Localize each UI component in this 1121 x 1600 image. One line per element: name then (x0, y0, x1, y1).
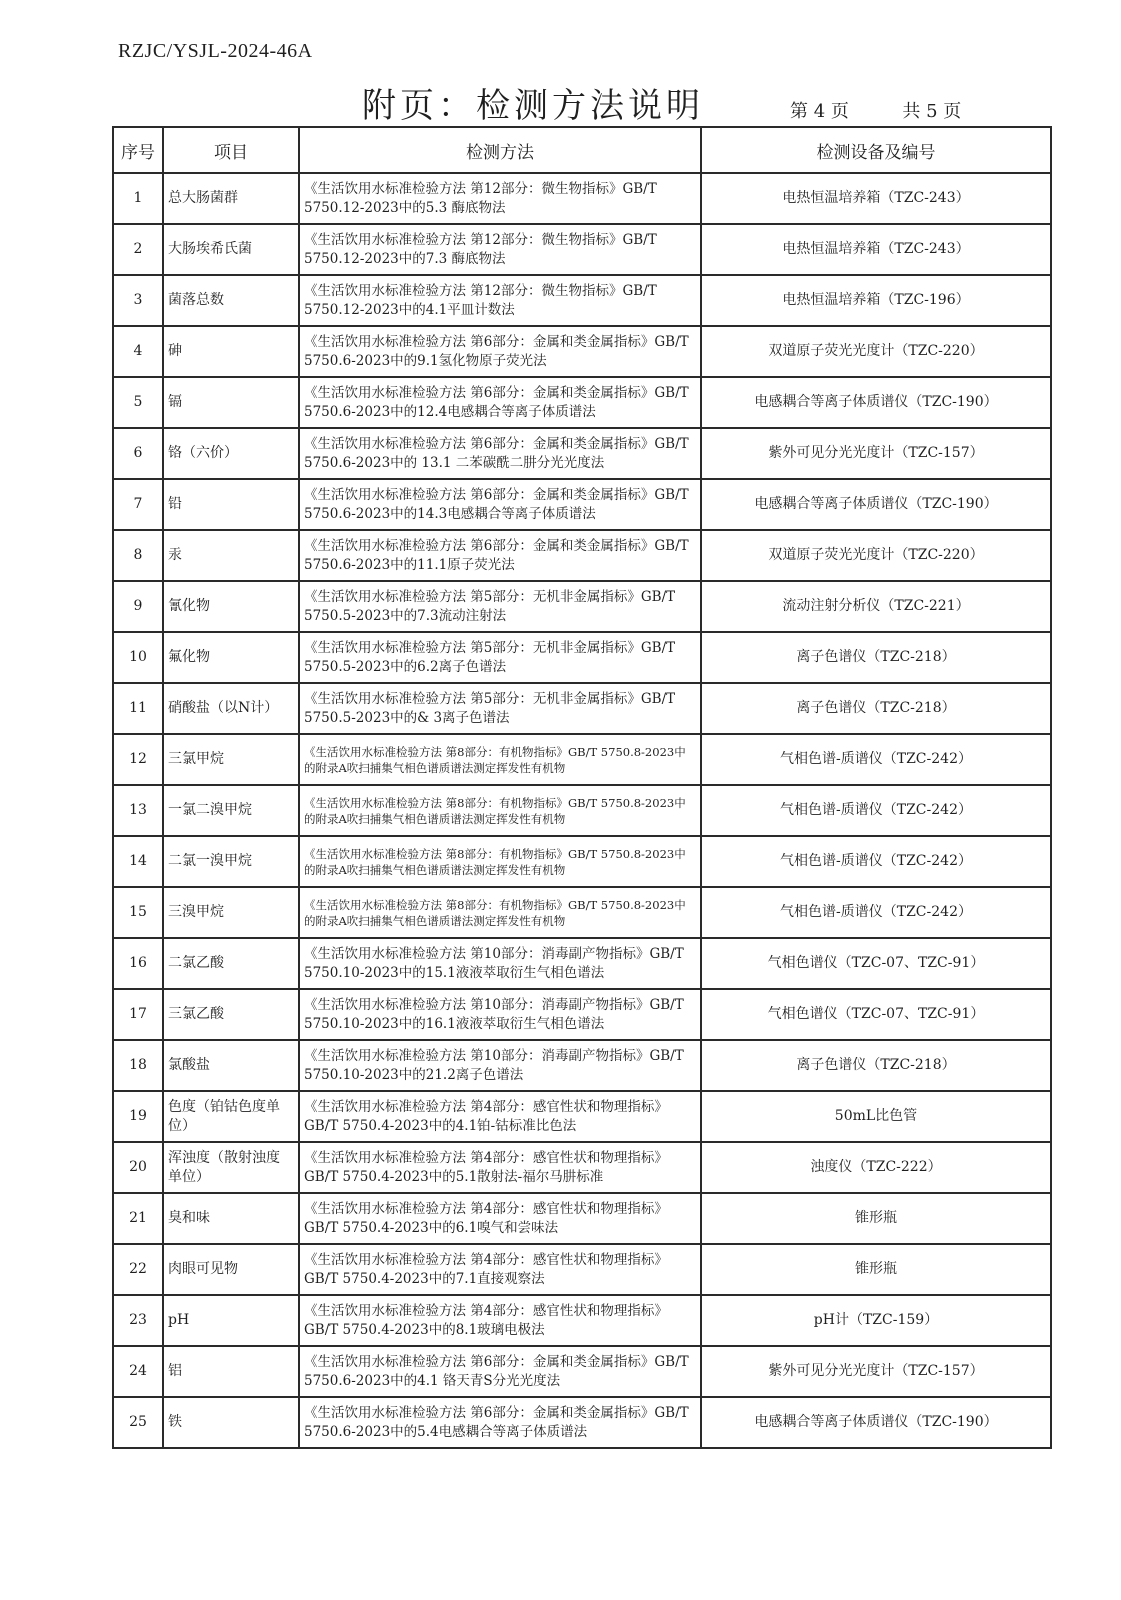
method-cell: 《生活饮用水标准检验方法 第6部分：金属和类金属指标》GB/T 5750.6-2023中的 13.1 二苯碳酰二肼分光光度法 (299, 428, 701, 479)
table-row (113, 1346, 1051, 1397)
row-number-cell: 16 (113, 938, 163, 989)
equipment-cell: 气相色谱-质谱仪（TZC-242） (701, 887, 1051, 938)
method-cell: 《生活饮用水标准检验方法 第4部分：感官性状和物理指标》GB/T 5750.4-2023中的5.1散射法-福尔马肼标准 (299, 1142, 701, 1193)
method-cell: 《生活饮用水标准检验方法 第12部分：微生物指标》GB/T 5750.12-2023中的7.3 酶底物法 (299, 224, 701, 275)
method-cell: 《生活饮用水标准检验方法 第4部分：感官性状和物理指标》GB/T 5750.4-2023中的7.1直接观察法 (299, 1244, 701, 1295)
row-number-cell: 4 (113, 326, 163, 377)
equipment-cell: 50mL比色管 (701, 1091, 1051, 1142)
table-row (113, 1193, 1051, 1244)
row-number-cell: 25 (113, 1397, 163, 1448)
method-cell: 《生活饮用水标准检验方法 第5部分：无机非金属指标》GB/T 5750.5-2023中的& 3离子色谱法 (299, 683, 701, 734)
table-row (113, 224, 1051, 275)
row-number-cell: 14 (113, 836, 163, 887)
item-cell: 镉 (163, 377, 299, 428)
equipment-cell: 气相色谱-质谱仪（TZC-242） (701, 785, 1051, 836)
table-row (113, 1142, 1051, 1193)
item-cell: 三氯甲烷 (163, 734, 299, 785)
table-row (113, 1397, 1051, 1448)
method-cell: 《生活饮用水标准检验方法 第12部分：微生物指标》GB/T 5750.12-2023中的4.1平皿计数法 (299, 275, 701, 326)
row-number-cell: 1 (113, 173, 163, 224)
method-cell: 《生活饮用水标准检验方法 第5部分：无机非金属指标》GB/T 5750.5-2023中的7.3流动注射法 (299, 581, 701, 632)
item-cell: 氯酸盐 (163, 1040, 299, 1091)
item-cell: 三氯乙酸 (163, 989, 299, 1040)
item-cell: pH (163, 1295, 299, 1346)
table-row (113, 1091, 1051, 1142)
row-number-cell: 22 (113, 1244, 163, 1295)
item-cell: 硝酸盐（以N计） (163, 683, 299, 734)
item-cell: 铅 (163, 479, 299, 530)
total-pages: 共 5 页 (902, 101, 962, 122)
row-number-cell: 15 (113, 887, 163, 938)
item-cell: 铁 (163, 1397, 299, 1448)
table-header-row (113, 127, 1051, 173)
equipment-cell: 离子色谱仪（TZC-218） (701, 632, 1051, 683)
equipment-cell: 离子色谱仪（TZC-218） (701, 1040, 1051, 1091)
item-cell: 二氯一溴甲烷 (163, 836, 299, 887)
method-cell: 《生活饮用水标准检验方法 第8部分：有机物指标》GB/T 5750.8-2023中的附录A吹扫捕集气相色谱质谱法测定挥发性有机物 (299, 785, 701, 836)
table-row (113, 479, 1051, 530)
equipment-cell: 锥形瓶 (701, 1193, 1051, 1244)
table-row (113, 683, 1051, 734)
method-cell: 《生活饮用水标准检验方法 第6部分：金属和类金属指标》GB/T 5750.6-2023中的12.4电感耦合等离子体质谱法 (299, 377, 701, 428)
table-row (113, 530, 1051, 581)
method-cell: 《生活饮用水标准检验方法 第8部分：有机物指标》GB/T 5750.8-2023中的附录A吹扫捕集气相色谱质谱法测定挥发性有机物 (299, 887, 701, 938)
method-cell: 《生活饮用水标准检验方法 第6部分：金属和类金属指标》GB/T 5750.6-2023中的4.1 铬天青S分光光度法 (299, 1346, 701, 1397)
header-method: 检测方法 (299, 127, 701, 173)
equipment-cell: 离子色谱仪（TZC-218） (701, 683, 1051, 734)
row-number-cell: 20 (113, 1142, 163, 1193)
equipment-cell: 紫外可见分光光度计（TZC-157） (701, 1346, 1051, 1397)
item-cell: 总大肠菌群 (163, 173, 299, 224)
row-number-cell: 6 (113, 428, 163, 479)
equipment-cell: 电热恒温培养箱（TZC-243） (701, 224, 1051, 275)
current-page: 第 4 页 (790, 101, 849, 122)
item-cell: 臭和味 (163, 1193, 299, 1244)
table-row (113, 734, 1051, 785)
table-row (113, 632, 1051, 683)
method-cell: 《生活饮用水标准检验方法 第8部分：有机物指标》GB/T 5750.8-2023中的附录A吹扫捕集气相色谱质谱法测定挥发性有机物 (299, 734, 701, 785)
method-cell: 《生活饮用水标准检验方法 第5部分：无机非金属指标》GB/T 5750.5-2023中的6.2离子色谱法 (299, 632, 701, 683)
row-number-cell: 13 (113, 785, 163, 836)
equipment-cell: 双道原子荧光光度计（TZC-220） (701, 326, 1051, 377)
table-row (113, 1040, 1051, 1091)
item-cell: 铝 (163, 1346, 299, 1397)
item-cell: 肉眼可见物 (163, 1244, 299, 1295)
equipment-cell: 浊度仪（TZC-222） (701, 1142, 1051, 1193)
item-cell: 汞 (163, 530, 299, 581)
equipment-cell: 电感耦合等离子体质谱仪（TZC-190） (701, 1397, 1051, 1448)
page-title: 附页：检测方法说明 (362, 86, 704, 126)
method-cell: 《生活饮用水标准检验方法 第10部分：消毒副产物指标》GB/T 5750.10-2023中的15.1液液萃取衍生气相色谱法 (299, 938, 701, 989)
row-number-cell: 24 (113, 1346, 163, 1397)
table-row (113, 1295, 1051, 1346)
table-row (113, 785, 1051, 836)
row-number-cell: 9 (113, 581, 163, 632)
header-no: 序号 (113, 127, 163, 173)
item-cell: 铬（六价） (163, 428, 299, 479)
item-cell: 氟化物 (163, 632, 299, 683)
table-row (113, 173, 1051, 224)
equipment-cell: 气相色谱仪（TZC-07、TZC-91） (701, 989, 1051, 1040)
table-row (113, 989, 1051, 1040)
row-number-cell: 5 (113, 377, 163, 428)
method-cell: 《生活饮用水标准检验方法 第4部分：感官性状和物理指标》GB/T 5750.4-2023中的4.1铂-钴标准比色法 (299, 1091, 701, 1142)
item-cell: 三溴甲烷 (163, 887, 299, 938)
row-number-cell: 7 (113, 479, 163, 530)
row-number-cell: 8 (113, 530, 163, 581)
method-cell: 《生活饮用水标准检验方法 第10部分：消毒副产物指标》GB/T 5750.10-2023中的21.2离子色谱法 (299, 1040, 701, 1091)
report-code: RZJC/YSJL-2024-46A (118, 40, 313, 62)
method-cell: 《生活饮用水标准检验方法 第4部分：感官性状和物理指标》GB/T 5750.4-2023中的8.1玻璃电极法 (299, 1295, 701, 1346)
method-cell: 《生活饮用水标准检验方法 第6部分：金属和类金属指标》GB/T 5750.6-2023中的5.4电感耦合等离子体质谱法 (299, 1397, 701, 1448)
method-cell: 《生活饮用水标准检验方法 第6部分：金属和类金属指标》GB/T 5750.6-2023中的11.1原子荧光法 (299, 530, 701, 581)
method-cell: 《生活饮用水标准检验方法 第4部分：感官性状和物理指标》GB/T 5750.4-2023中的6.1嗅气和尝味法 (299, 1193, 701, 1244)
equipment-cell: 气相色谱-质谱仪（TZC-242） (701, 836, 1051, 887)
equipment-cell: 锥形瓶 (701, 1244, 1051, 1295)
row-number-cell: 19 (113, 1091, 163, 1142)
row-number-cell: 17 (113, 989, 163, 1040)
item-cell: 浑浊度（散射浊度单位） (163, 1142, 299, 1193)
methods-table (112, 126, 1052, 1449)
equipment-cell: 电热恒温培养箱（TZC-196） (701, 275, 1051, 326)
row-number-cell: 11 (113, 683, 163, 734)
equipment-cell: 电感耦合等离子体质谱仪（TZC-190） (701, 377, 1051, 428)
method-cell: 《生活饮用水标准检验方法 第8部分：有机物指标》GB/T 5750.8-2023中的附录A吹扫捕集气相色谱质谱法测定挥发性有机物 (299, 836, 701, 887)
row-number-cell: 10 (113, 632, 163, 683)
page-number-info (790, 97, 961, 123)
equipment-cell: 双道原子荧光光度计（TZC-220） (701, 530, 1051, 581)
item-cell: 二氯乙酸 (163, 938, 299, 989)
item-cell: 氰化物 (163, 581, 299, 632)
table-row (113, 1244, 1051, 1295)
header-item: 项目 (163, 127, 299, 173)
item-cell: 一氯二溴甲烷 (163, 785, 299, 836)
equipment-cell: 流动注射分析仪（TZC-221） (701, 581, 1051, 632)
table-row (113, 428, 1051, 479)
equipment-cell: pH计（TZC-159） (701, 1295, 1051, 1346)
table-row (113, 836, 1051, 887)
row-number-cell: 3 (113, 275, 163, 326)
table-row (113, 887, 1051, 938)
equipment-cell: 紫外可见分光光度计（TZC-157） (701, 428, 1051, 479)
table-row (113, 275, 1051, 326)
equipment-cell: 气相色谱-质谱仪（TZC-242） (701, 734, 1051, 785)
equipment-cell: 电热恒温培养箱（TZC-243） (701, 173, 1051, 224)
method-cell: 《生活饮用水标准检验方法 第6部分：金属和类金属指标》GB/T 5750.6-2023中的14.3电感耦合等离子体质谱法 (299, 479, 701, 530)
row-number-cell: 23 (113, 1295, 163, 1346)
item-cell: 菌落总数 (163, 275, 299, 326)
item-cell: 大肠埃希氏菌 (163, 224, 299, 275)
equipment-cell: 气相色谱仪（TZC-07、TZC-91） (701, 938, 1051, 989)
table-row (113, 581, 1051, 632)
table-row (113, 938, 1051, 989)
row-number-cell: 12 (113, 734, 163, 785)
table-row (113, 326, 1051, 377)
item-cell: 色度（铂钴色度单位） (163, 1091, 299, 1142)
row-number-cell: 2 (113, 224, 163, 275)
row-number-cell: 21 (113, 1193, 163, 1244)
method-cell: 《生活饮用水标准检验方法 第12部分：微生物指标》GB/T 5750.12-2023中的5.3 酶底物法 (299, 173, 701, 224)
table-row (113, 377, 1051, 428)
method-cell: 《生活饮用水标准检验方法 第10部分：消毒副产物指标》GB/T 5750.10-2023中的16.1液液萃取衍生气相色谱法 (299, 989, 701, 1040)
method-cell: 《生活饮用水标准检验方法 第6部分：金属和类金属指标》GB/T 5750.6-2023中的9.1氢化物原子荧光法 (299, 326, 701, 377)
header-equipment: 检测设备及编号 (701, 127, 1051, 173)
equipment-cell: 电感耦合等离子体质谱仪（TZC-190） (701, 479, 1051, 530)
item-cell: 砷 (163, 326, 299, 377)
row-number-cell: 18 (113, 1040, 163, 1091)
